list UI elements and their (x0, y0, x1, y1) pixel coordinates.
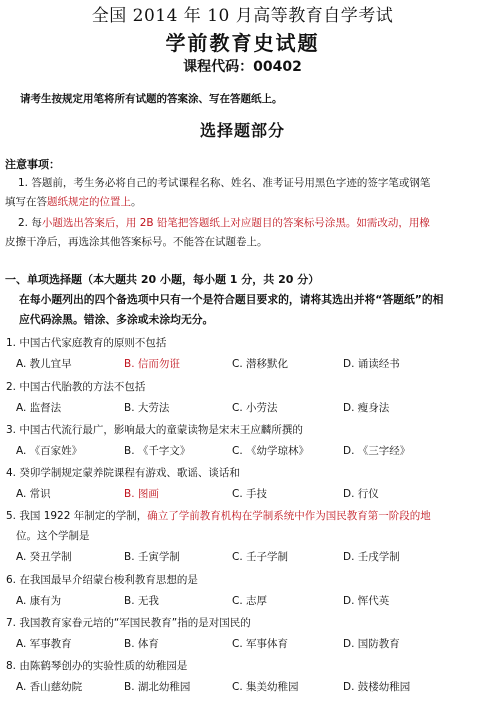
question-1-stem: 1. 中国古代家庭教育的原则不包括 (6, 337, 167, 349)
question-8-option-c: C. 集美幼稚园 (232, 681, 299, 693)
question-4-option-a: A. 常识 (16, 488, 51, 500)
question-6-option-b: B. 无我 (124, 595, 159, 607)
exam-title: 全国 2014 年 10 月高等教育自学考试 (91, 6, 394, 26)
question-5-stem-highlight: 确立了学前教育机构在学制系统中作为国民教育第一阶段的地 (147, 510, 431, 522)
attention-title: 注意事项： (5, 158, 60, 171)
answer-notice: 请考生按规定用笔将所有试题的答案涂、写在答题纸上。 (20, 93, 283, 105)
question-3-option-d: D. 《三字经》 (343, 445, 411, 457)
question-6-option-a: A. 康有为 (16, 595, 62, 607)
section-title: 选择题部分 (199, 121, 285, 140)
question-4-option-d: D. 行仪 (343, 488, 379, 500)
question-2-option-d: D. 瘦身法 (343, 402, 390, 414)
part-one-title: 一、单项选择题（本大题共 20 小题，每小题 1 分，共 20 分） (5, 273, 320, 286)
question-5-option-a: A. 癸丑学制 (16, 551, 72, 563)
attention-item1-line2 (5, 193, 142, 212)
attention-item1-highlight: 题纸规定的位置上 (47, 196, 131, 208)
question-5-option-b: B. 壬寅学制 (124, 551, 180, 563)
question-1-option-d: D. 诵读经书 (343, 358, 400, 370)
question-7-option-c: C. 军事体育 (232, 638, 289, 650)
question-7-option-a: A. 军事教育 (16, 638, 72, 650)
question-4-option-b: B. 图画 (124, 488, 159, 500)
question-6-option-c: C. 志厚 (232, 595, 268, 607)
question-8-option-b: B. 湖北幼稚园 (124, 681, 191, 693)
question-1-option-c: C. 潜移默化 (232, 358, 289, 370)
question-7-stem: 7. 我国教育家眷元培的“军国民教育”指的是对国民的 (6, 617, 251, 629)
question-2-option-c: C. 小劳法 (232, 402, 278, 414)
question-8-option-a: A. 香山慈幼院 (16, 681, 83, 693)
attention-item2-line2: 皮擦干净后，再选涂其他答案标号。不能答在试题卷上。 (5, 236, 268, 248)
paper-title: 学前教育史试题 (165, 31, 320, 55)
part-one-instr-line2: 应代码涂黑。错涂、多涂或未涂均无分。 (19, 313, 214, 326)
attention-item2-highlight: 小题选出答案后，用 2B 铅笔把答题纸上对应题目的答案标号涂黑。如需改动，用橡 (41, 217, 430, 229)
question-1-option-b: B. 信而勿诳 (124, 358, 180, 370)
question-5-stem-text: 5. 我国 1922 年制定的学制， (6, 510, 148, 522)
question-8-stem: 8. 由陈鹤琴创办的实验性质的幼稚园是 (6, 660, 188, 672)
question-2-stem: 2. 中国古代胎教的方法不包括 (6, 381, 146, 393)
attention-item2-text: 2. 每 (18, 217, 42, 229)
question-4-stem: 4. 癸卯学制规定蒙养院课程有游戏、歌谣、谈话和 (6, 467, 240, 479)
question-5-stem-line2: 位。这个学制是 (16, 530, 90, 542)
attention-item1-end: 。 (131, 196, 142, 208)
question-6-option-d: D. 恽代英 (343, 595, 390, 607)
question-2-option-a: A. 监督法 (16, 402, 62, 414)
question-3-option-c: C. 《幼学琼林》 (232, 445, 310, 457)
attention-item1-text: 填写在答 (5, 196, 47, 208)
question-3-stem: 3. 中国古代流行最广，影响最大的童蒙读物是宋末王应麟所撰的 (6, 424, 303, 436)
question-5-option-d: D. 壬戌学制 (343, 551, 400, 563)
question-5-stem (6, 508, 431, 523)
question-7-option-d: D. 国防教育 (343, 638, 400, 650)
question-5-option-c: C. 壬子学制 (232, 551, 289, 563)
question-6-stem: 6. 在我国最早介绍蒙台梭利教育思想的是 (6, 574, 198, 586)
part-one-instr-line1: 在每小题列出的四个备选项中只有一个是符合题目要求的，请将其选出并将“答题纸”的相 (19, 293, 444, 306)
question-2-option-b: B. 大劳法 (124, 402, 170, 414)
question-4-option-c: C. 手技 (232, 488, 268, 500)
question-8-option-d: D. 鼓楼幼稚园 (343, 681, 411, 693)
question-1-option-a: A. 教儿宜早 (16, 358, 72, 370)
course-code: 课程代码：00402 (183, 59, 302, 75)
question-3-option-a: A. 《百家姓》 (16, 445, 83, 457)
question-3-option-b: B. 《千字文》 (124, 445, 191, 457)
attention-item1-line1: 1. 答题前，考生务必将自己的考试课程名称、姓名、准考证号用黑色字迹的签字笔或钢笔 (18, 177, 431, 189)
question-7-option-b: B. 体育 (124, 638, 159, 650)
attention-item2-line1 (18, 214, 430, 233)
